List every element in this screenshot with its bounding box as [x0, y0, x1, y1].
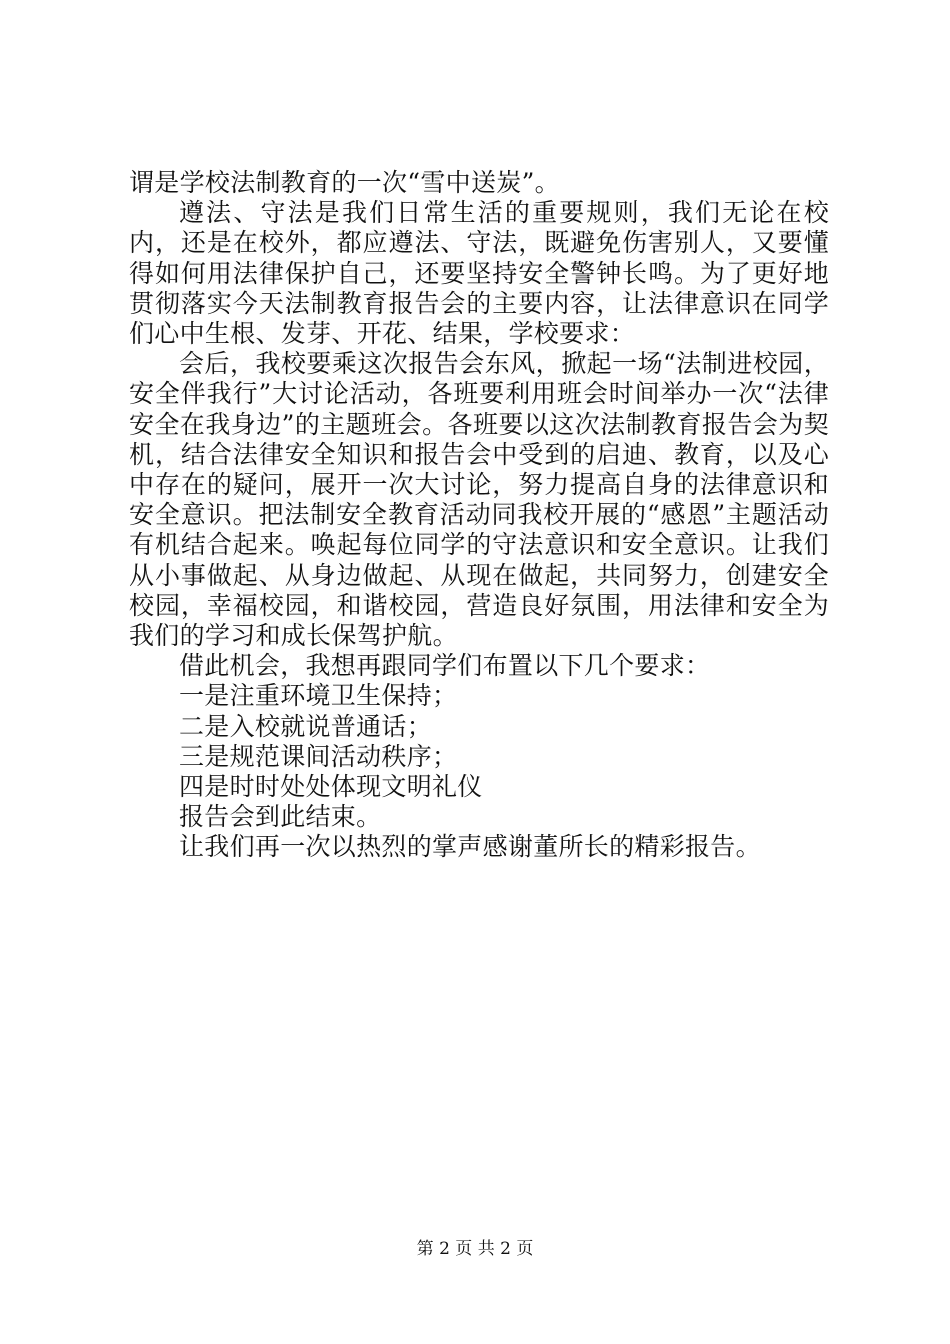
paragraph-law-rules: 遵法、守法是我们日常生活的重要规则，我们无论在校内，还是在校外，都应遵法、守法，既避免伤害别人，又要懂得如何用法律保护自己，还要坚持安全警钟长鸣。为了更好地贯彻落实今天法制教育报告会的主要内容，让法律意识在同学们心中生根、发芽、开花、结果，学校要求： — [129, 198, 829, 349]
document-body — [129, 168, 829, 863]
paragraph-requirements-intro: 借此机会，我想再跟同学们布置以下几个要求： — [179, 651, 711, 681]
paragraph-continuation: 谓是学校法制教育的一次“雪中送炭”。 — [129, 168, 560, 197]
page-footer: 第 2 页 共 2 页 — [416, 1239, 534, 1259]
requirement-item-4: 四是时时处处体现文明礼仪 — [179, 772, 483, 802]
requirement-item-1: 一是注重环境卫生保持； — [179, 681, 458, 711]
paragraph-after-meeting: 会后，我校要乘这次报告会东风，掀起一场“法制进校园，安全伴我行”大讨论活动，各班要利用班会时间举办一次“法律安全在我身边”的主题班会。各班要以这次法制教育报告会为契机，结合法律安全知识和报告会中受到的启迪、教育，以及心中存在的疑问，展开一次大讨论，努力提高自身的法律意识和安全意识。把法制安全教育活动同我校开展的“感恩”主题活动有机结合起来。唤起每位同学的守法意识和安全意识。让我们从小事做起、从身边做起、从现在做起，共同努力，创建安全校园，幸福校园，和谐校园，营造良好氛围，用法律和安全为我们的学习和成长保驾护航。 — [129, 349, 829, 651]
paragraph-closing: 报告会到此结束。 — [179, 802, 382, 832]
requirement-item-2: 二是入校就说普通话； — [179, 711, 433, 741]
requirement-item-3: 三是规范课间活动秩序； — [179, 741, 458, 771]
paragraph-thanks: 让我们再一次以热烈的掌声感谢董所长的精彩报告。 — [179, 832, 761, 862]
